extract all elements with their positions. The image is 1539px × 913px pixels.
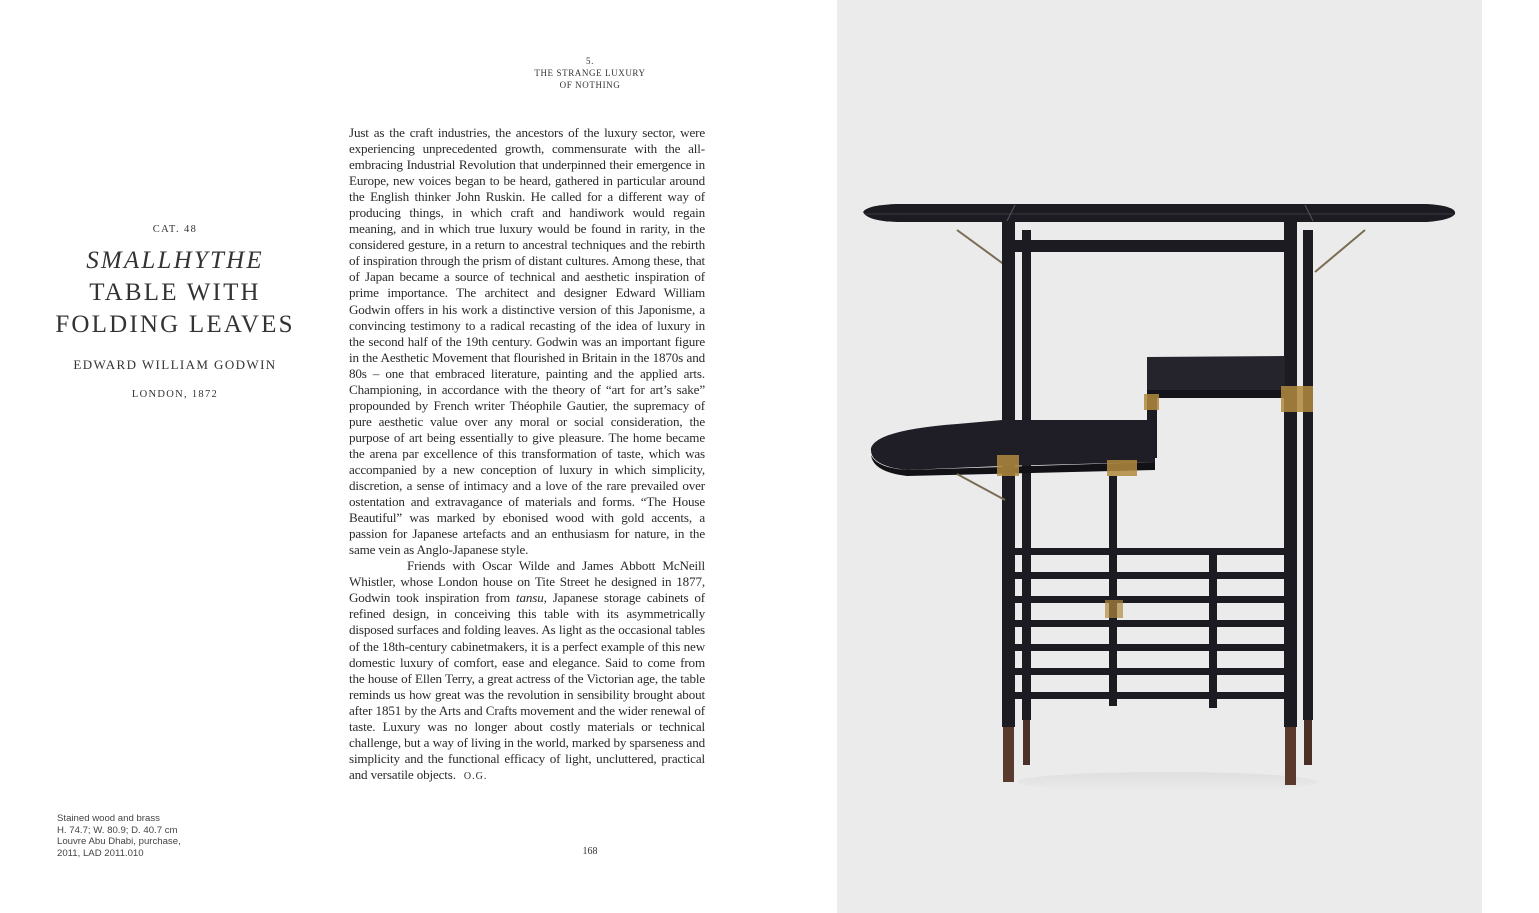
catalogue-heading [40,224,310,400]
leaf-bracket-left [957,230,1009,268]
leaf-bracket-right [1315,230,1365,272]
chapter-title-line1: THE STRANGE LUXURY [534,68,646,78]
author-name: EDWARD WILLIAM GODWIN [73,357,277,372]
italic-term: tansu, [516,590,547,606]
page-number: 168 [582,846,598,857]
paragraph-2-start: Friends with Oscar Wilde and James Abbott McNeill Whistler, whose London house on Tite Street he designed in 1877, Godwin took inspiration from [349,558,705,606]
catalogue-number: CAT. 48 [152,224,198,235]
table-photograph [837,0,1482,913]
paragraph-2 [349,558,705,785]
paragraph-2-end: Japanese storage cabinets of refined design, in conceiving this table with its asymmetrically disposed surfaces and folding leaves. As light as the occasional tables of the 18th-century cabinetmakers, it is a perfect example of this new domestic luxury of comfort, ease and elegance. Said to come from the house of Ellen Terry, a great actress of the Victorian age, the table reminds us how great was the revolution in sensibility brought about after 1851 by the Arts and Crafts movement and the wider renewal of taste. Luxury was no longer about costly materials or technical challenge, but a way of living in the world, marked by sparseness and simplicity and the functional efficacy of light, uncluttered, practical and versatile objects. [349,590,705,782]
title-line-2: TABLE WITH [89,279,261,306]
author-initials: O.G. [463,770,488,782]
running-head [520,55,660,91]
table-legs [1002,222,1313,785]
caption-material: Stained wood and brass [57,813,160,824]
caption-collection: Louvre Abu Dhabi, purchase, [57,836,181,848]
chapter-number: 5. [586,56,594,66]
place-date: LONDON, 1872 [131,389,219,400]
essay-text [349,125,705,785]
caption-dimensions: H. 74.7; W. 80.9; D. 40.7 cm [57,824,178,836]
page-margin [1482,0,1539,913]
floor-shadow [1017,772,1317,792]
title-italic: SMALLHYTHE [86,247,264,274]
chapter-title-line2: OF NOTHING [559,80,621,90]
object-title [40,245,310,341]
paragraph-1: Just as the craft industries, the ancestors of the luxury sector, were experiencing unprecedented growth, commensurate with the all-embracing Industrial Revolution that underpinned their emergence in Europe, new voices began to be heard, gathered in particular around the English thinker John Ruskin. He called for a different way of producing things, in which craft and handiwork would regain meaning, and in which true luxury would be found in rarity, in the considered gesture, in a return to ancestral techniques and the rebirth of inspiration through the prism of distant cultures. Among these, that of Japan became a source of technical and aesthetic inspiration of prime importance. The architect and designer Edward William Godwin offers in his work a distinctive version of this Japonisme, a convincing testimony to a radical recasting of the idea of luxury in the second half of the 19th century. Godwin was an important figure in the Aesthetic Movement that flourished in Britain in the 1870s and 80s – one that embraced literature, painting and the applied arts. Championing, in accordance with the theory of “art for art’s sake” propounded by French writer Théophile Gautier, the supremacy of pure aesthetic value over any moral or social consideration, the purpose of art being essentially to give pleasure. The home became the arena par excellence of this transformation of taste, which was accompanied by a new conception of luxury in which simplicity, discretion, a sense of intimacy and a love of the rare prevailed over ostentation and extravagance of materials and forms. “The House Beautiful” was marked by ebonised wood with gold accents, a passion for Japanese artefacts and an enthusiasm for nature, in the same vein as Anglo-Japanese style. [349,125,705,558]
title-line-3: FOLDING LEAVES [55,311,295,338]
table-top [863,204,1455,222]
caption-inventory: 2011, LAD 2011.010 [57,847,144,859]
upper-rail [1002,240,1297,252]
slatted-stretcher [1015,476,1285,708]
object-caption [57,813,257,859]
